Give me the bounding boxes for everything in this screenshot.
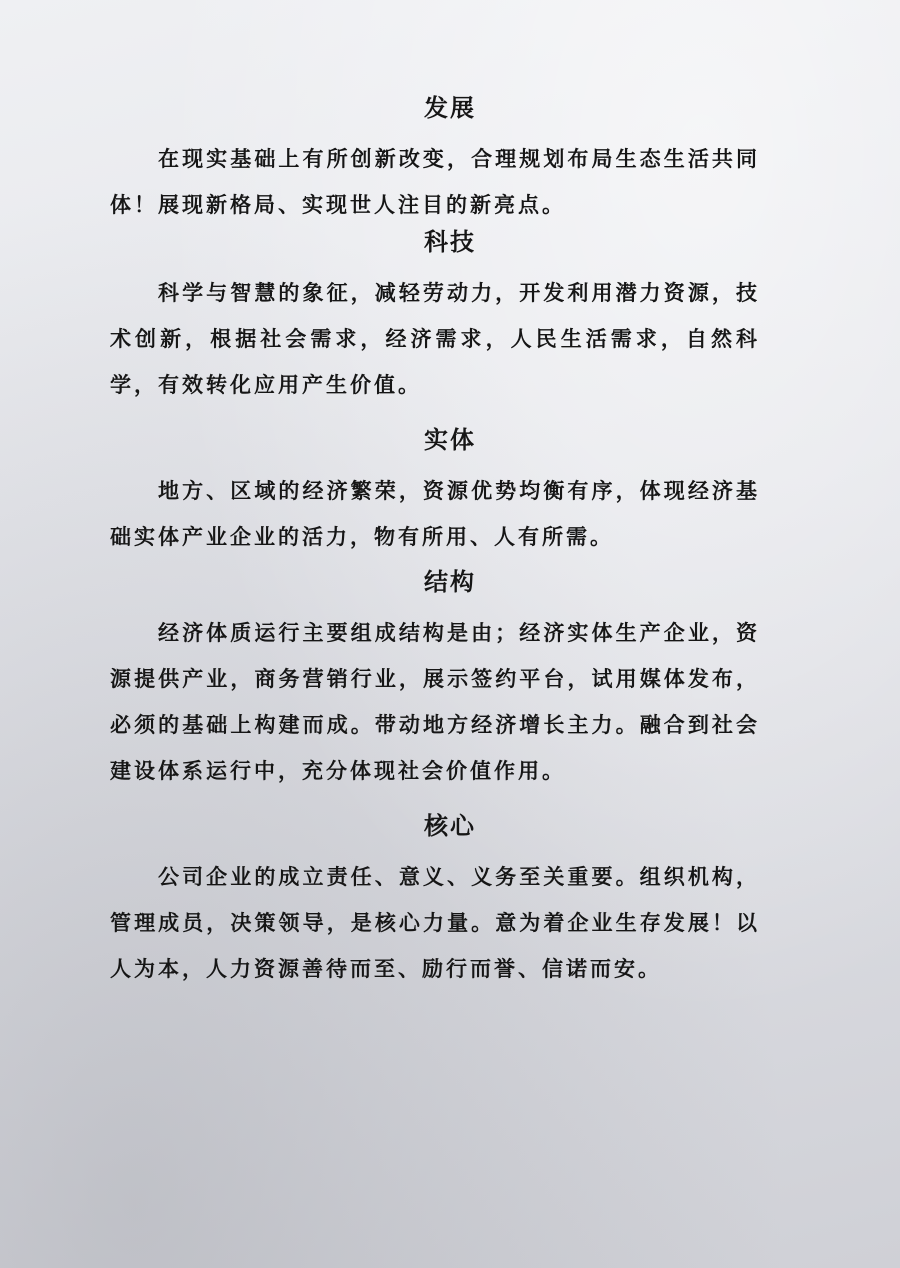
section-paragraph: 经济体质运行主要组成结构是由；经济实体生产企业，资源提供产业，商务营销行业，展示签约平台，试用媒体发布，必须的基础上构建而成。带动地方经济增长主力。融合到社会建设体系运行中，充分体现社会价值作用。 — [110, 620, 760, 783]
section-heading: 核心 — [424, 811, 476, 840]
section-core — [0, 810, 900, 992]
section-paragraph: 公司企业的成立责任、意义、义务至关重要。组织机构，管理成员，决策领导，是核心力量。意为着企业生存发展！以人为本，人力资源善待而至、励行而誉、信诺而安。 — [110, 864, 760, 981]
section-paragraph: 地方、区域的经济繁荣，资源优势均衡有序，体现经济基础实体产业企业的活力，物有所用、人有所需。 — [110, 478, 760, 549]
section-heading: 发展 — [424, 93, 476, 122]
section-structure — [0, 566, 900, 794]
section-technology — [0, 226, 900, 408]
section-paragraph: 科学与智慧的象征，减轻劳动力，开发利用潜力资源，技术创新，根据社会需求，经济需求，人民生活需求，自然科学，有效转化应用产生价值。 — [110, 280, 760, 397]
section-paragraph: 在现实基础上有所创新改变，合理规划布局生态生活共同体！展现新格局、实现世人注目的新亮点。 — [110, 146, 760, 217]
section-heading: 科技 — [424, 227, 476, 256]
section-heading: 实体 — [424, 425, 476, 454]
section-heading: 结构 — [424, 567, 476, 596]
section-entity — [0, 424, 900, 560]
section-development — [0, 92, 900, 228]
